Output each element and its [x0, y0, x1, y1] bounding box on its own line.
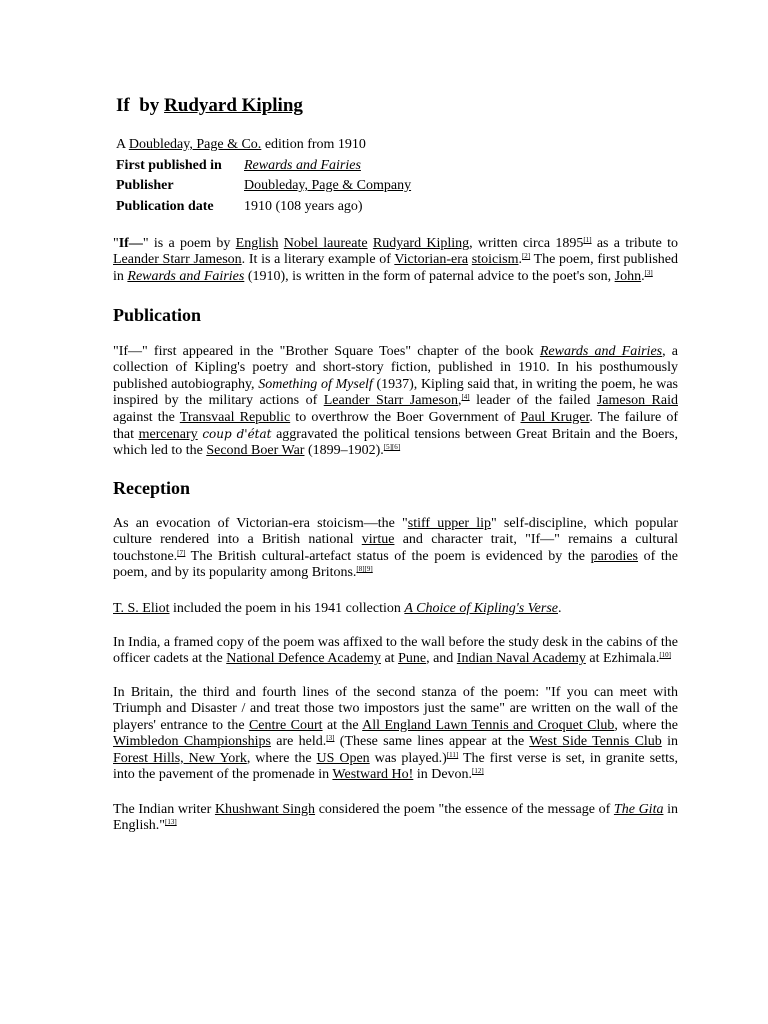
link-khushwant-singh[interactable]: Khushwant Singh — [214, 802, 316, 817]
ref-7[interactable]: [7] — [177, 548, 186, 557]
link-victorian-era[interactable]: Victorian-era — [394, 252, 469, 268]
link-leander-starr-jameson[interactable]: Leander Starr Jameson — [113, 252, 242, 268]
link-t-s-eliot[interactable]: T. S. Eliot — [113, 601, 170, 616]
publication-paragraph: "If—" first appeared in the "Brother Square Toes" chapter of the book Rewards and Fairies, a collection of Kipling's poetry and short-story fiction, published in 1910. In his posthumously published autobiography, Something of Myself (1937), Kipling said that, in writing the poem, he was inspired by the military actions of Leander Starr Jameson,[4] leader of the failed Jameson Raid against the Transvaal Republic to overthrow the Boer Government of Paul Kruger. The failure of that mercenary coup d'état aggravated the political tensions between Great Britain and the Boers, which led to the Second Boer War (1899–1902).[5][6] — [113, 344, 679, 459]
reception-paragraph-3: In India, a framed copy of the poem was affixed to the wall before the study desk in the cabins of the officer cadets at the National Defence Academy at Pune, and Indian Naval Academy at Ezhimala.[10] — [113, 635, 679, 667]
link-parodies[interactable]: parodies — [590, 548, 639, 564]
link-english[interactable]: English — [235, 236, 279, 251]
infobox-key: First published in — [116, 158, 222, 173]
link-a-choice-of-kiplings-verse[interactable]: A Choice of Kipling's Verse — [404, 601, 558, 616]
link-virtue[interactable]: virtue — [361, 532, 395, 548]
title-prefix: If by — [116, 95, 165, 116]
link-paul-kruger[interactable]: Paul Kruger — [520, 409, 590, 425]
book-title-something-of-myself: Something of Myself — [258, 376, 373, 392]
link-national-defence-academy[interactable]: National Defence Academy — [226, 651, 381, 667]
infobox-key: Publisher — [116, 178, 174, 193]
link-westward-ho[interactable]: Westward Ho! — [332, 767, 414, 783]
infobox-caption — [116, 137, 366, 153]
page-title — [116, 95, 303, 117]
link-doubleday-page-company[interactable]: Doubleday, Page & Company — [244, 178, 412, 193]
section-heading-reception: Reception — [113, 478, 190, 498]
link-stoicism[interactable]: stoicism — [471, 252, 519, 268]
link-indian-naval-academy[interactable]: Indian Naval Academy — [456, 651, 586, 667]
reception-paragraph-1: As an evocation of Victorian-era stoicism—the "stiff upper lip" self-discipline, which popular culture rendered into a British national virtue and character trait, "If—" remains a cultural touchstone.[7] The British cultural-artefact status of the poem is evidenced by the parodies of the poem, and by its popularity among Britons.[8][9] — [113, 516, 679, 581]
link-stiff-upper-lip[interactable]: stiff upper lip — [407, 516, 492, 531]
ref-1[interactable]: [1] — [583, 236, 592, 244]
link-second-boer-war[interactable]: Second Boer War — [206, 443, 305, 459]
intro-paragraph: "If—" is a poem by English Nobel laureate Rudyard Kipling, written circa 1895[1] as a tribute to Leander Starr Jameson. It is a literary example of Victorian-era stoicism.[2] The poem, first published in Rewards and Fairies (1910), is written in the form of paternal advice to the poet's son, John.[3] — [113, 236, 679, 284]
link-rewards-and-fairies-infobox[interactable]: Rewards and Fairies — [244, 158, 361, 173]
link-rudyard-kipling-title[interactable]: Rudyard Kipling — [164, 95, 303, 116]
reception-paragraph-4: In Britain, the third and fourth lines of the second stanza of the poem: "If you can meet with Triumph and Disaster / and treat those two impostors just the same" are written on the wall of the players' entrance to the Centre Court at the All England Lawn Tennis and Croquet Club, where the Wimbledon Championships are held.[3] (These same lines appear at the West Side Tennis Club in Forest Hills, New York, where the US Open was played.)[11] The first verse is set, in granite setts, into the pavement of the promenade in Westward Ho! in Devon.[12] — [113, 685, 678, 783]
ref-11[interactable]: [11] — [446, 750, 459, 759]
caption-post: edition from 1910 — [261, 137, 366, 152]
reception-paragraph-2: T. S. Eliot included the poem in his 1941 collection A Choice of Kipling's Verse. — [113, 601, 562, 616]
poem-title-bold: If— — [118, 236, 143, 251]
link-centre-court[interactable]: Centre Court — [248, 717, 323, 733]
section-heading-publication: Publication — [113, 305, 202, 325]
ref-8-9[interactable]: [8][9] — [356, 565, 373, 574]
ref-5-6[interactable]: [5][6] — [383, 443, 401, 452]
link-rewards-and-fairies[interactable]: Rewards and Fairies — [539, 344, 663, 359]
caption-pre: A — [116, 137, 129, 152]
link-west-side-tennis-club[interactable]: West Side Tennis Club — [529, 734, 662, 750]
link-rudyard-kipling[interactable]: Rudyard Kipling — [372, 236, 470, 251]
ref-2[interactable]: [2] — [521, 252, 531, 261]
link-wimbledon-championships[interactable]: Wimbledon Championships — [113, 734, 271, 750]
ref-3[interactable]: [3] — [326, 734, 335, 743]
link-doubleday-page-co[interactable]: Doubleday, Page & Co. — [128, 137, 262, 152]
link-the-gita[interactable]: The Gita — [613, 802, 664, 817]
link-pune[interactable]: Pune — [398, 651, 427, 667]
ref-13[interactable]: [13] — [165, 818, 177, 827]
link-mercenary[interactable]: mercenary — [138, 427, 198, 443]
link-us-open[interactable]: US Open — [316, 750, 370, 766]
ref-4[interactable]: [4] — [461, 393, 470, 402]
link-john-kipling[interactable]: John — [614, 268, 642, 284]
link-rewards-and-fairies[interactable]: Rewards and Fairies — [127, 268, 245, 284]
infobox-key: Publication date — [116, 199, 214, 214]
link-nobel-laureate[interactable]: Nobel laureate — [283, 236, 368, 251]
link-jameson-raid[interactable]: Jameson Raid — [596, 393, 678, 409]
reception-paragraph-5: The Indian writer Khushwant Singh considered the poem "the essence of the message of The Gita in English."[13] — [113, 802, 678, 834]
infobox-value: 1910 (108 years ago) — [244, 199, 363, 214]
link-leander-starr-jameson[interactable]: Leander Starr Jameson — [323, 393, 458, 409]
link-all-england-club[interactable]: All England Lawn Tennis and Croquet Club — [362, 717, 615, 733]
ref-10[interactable]: [10] — [659, 651, 671, 660]
link-forest-hills-new-york[interactable]: Forest Hills, New York — [113, 750, 247, 766]
term-coup-d-etat: coup d'état — [202, 427, 272, 442]
ref-12[interactable]: [12] — [472, 767, 484, 776]
ref-3[interactable]: [3] — [644, 268, 653, 277]
link-transvaal-republic[interactable]: Transvaal Republic — [179, 409, 291, 425]
